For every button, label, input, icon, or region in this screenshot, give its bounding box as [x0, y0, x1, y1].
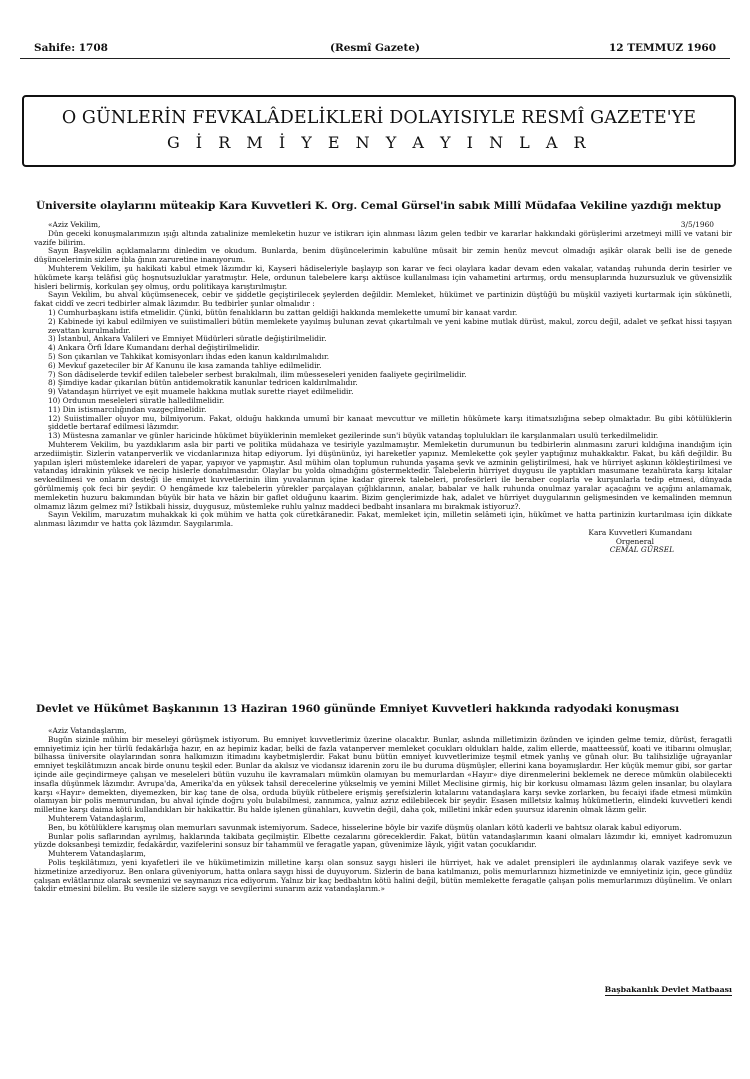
gazette-name: (Resmî Gazete): [330, 42, 420, 54]
banner-title: O GÜNLERİN FEVKALÂDELİKLERİ DOLAYISIYLE RESMÎ GAZETE'YE: [61, 108, 697, 128]
letter-heading: Üniversite olaylarını müteakip Kara Kuvvetleri K. Org. Cemal Gürsel'in sabık Millî Müdafaa Vekiline yazdığı mektup: [36, 200, 722, 212]
list-item: 5) Son çıkarılan ve Tahkikat komisyonları ihdas eden kanun kaldırılmalıdır.: [48, 351, 330, 361]
issue-date: 12 TEMMUZ 1960: [608, 42, 716, 54]
letter-paragraph: Sayın Vekilim, maruzatım muhakkak ki çok mühim ve hatta çok cüretkâranedir. Fakat, memleket için, milletin selâmeti için, hükûmet ve hatta partinizin kurtarılması için dikkate alınması lâzımdır ve hatta çok lâzımdır. Saygılarımla.: [34, 510, 732, 529]
signature-name: CEMAL GÜRSEL: [609, 545, 674, 555]
list-item: 10) Ordunun meseleleri süratle halledilmelidir.: [48, 395, 225, 405]
speech-paragraph: Ben, bu kötülüklere karışmış olan memurları savunmak istemiyorum. Sadece, hisselerine böyle bir vazife düşmüş olanları kötü kaderli ve bahtsız olarak kabul ediyorum.: [48, 822, 682, 832]
list-item: 3) İstanbul, Ankara Valileri ve Emniyet Müdürleri süratle değiştirilmelidir.: [48, 334, 327, 344]
letter-paragraph: Dün geceki konuşmalarımızın ışığı altında zatıalinize memleketin huzur ve istikrarı için alınması lâzım gelen tedbir ve kararlar hakkındaki görüşlerimi arzetmeyi millî ve vatani bir vazife bilirim.: [34, 228, 732, 247]
list-item: 11) Din istismarcılığından vazgeçilmelidir.: [48, 404, 207, 414]
signature-title: Kara Kuvvetleri Kumandanı: [588, 527, 692, 537]
list-item: 1) Cumhurbaşkanı istifa etmelidir. Çünki, bütün fenalıkların bu zattan geldiği hakkında memlekette umumî bir kanaat vardır.: [48, 307, 518, 317]
signature-rank: Orgeneral: [615, 536, 654, 546]
header-rule: [20, 58, 730, 59]
speech-paragraph: Muhterem Vatandaşlarım,: [48, 813, 146, 823]
list-item: 2) Kabinede iyi kabul edilmiyen ve suiistimalleri bütün memlekete yayılmış bulunan zevat çıkartılmalı ve yeni kabine mutlak dürüst, makul, zorcu değil, adalet ve şefkat hissi taşıyan zevattan kurulmalıdır.: [48, 316, 732, 335]
list-item: 8) Şimdiye kadar çıkarılan bütün antidemokratik kanunlar tedricen kaldırılmalıdır.: [48, 378, 358, 388]
speech-body: [34, 727, 732, 894]
list-item: 12) Suiistimaller oluyor mu, bilmiyorum. Fakat, olduğu hakkında umumî bir kanaat mevcuttur ve milletin hükûmete karşı itimatsızlığına sebep olmaktadır. Bu gibi kötülüklerin şiddetle bertaraf edilmesi lâzımdır.: [48, 413, 732, 432]
letter-paragraph: Muhterem Vekilim, şu hakikati kabul etmek lâzımdır ki, Kayseri hâdiseleriyle başlayıp son karar ve feci olaylara kadar devam eden vakalar, vatandaş ruhunda derin tesirler ve hükümete karşı telâfisi güç hoşnutsuzluklar yaratmıştır. Hele, ordunun talebelere karşı aktüsce kullanılması için vahametini artırmış, ordu mensuplarında huzursuzluk ve güvensizlik hisleri belirmiş, korkulan şey olmuş, ordu politikaya karıştırılmıştır.: [34, 263, 732, 291]
speech-heading: Devlet ve Hükûmet Başkanının 13 Haziran 1960 gününde Emniyet Kuvvetleri hakkında radyodaki konuşması: [36, 703, 680, 715]
speech-greeting: «Aziz Vatandaşlarım,: [48, 726, 127, 735]
signature-block: [34, 529, 732, 555]
page-number: Sahife: 1708: [34, 42, 108, 54]
list-item: 6) Mevkuf gazeteciler bir Af Kanunu ile kısa zamanda tahliye edilmelidir.: [48, 360, 322, 370]
list-item: 4) Ankara Örfi İdare Kumandanı derhal değiştirilmelidir.: [48, 343, 260, 353]
letter-body: [34, 221, 732, 555]
speech-paragraph: Bugün sizinle mühim bir meseleyi görüşmek istiyorum. Bu emniyet kuvvetlerimiz üzerine olacaktır. Bunlar, aslında milletimizin özünden ve içinden gelme temiz, dürüst, feragatli emniyetimiz için her türlü fedakârlığa hazır, en az hepimiz kadar, belki de fazla vatanperver memleket çocukları oldukları halde, zalim ellerde, maatteessüf, koati ve itibarını olmuşlar, bilhassa üniversite olaylarından sonra halkımızın itimadını kaybetmişlerdir. Fakat bunu bütün emniyet kuvvetlerimize teşmil etmek yanlış ve günah olur. Bu talihsizliğe uğrayanlar emniyet teşkilâtımızın ancak birde onunu teşkil eder. Bunlar da akılsız ve vicdansız idarenin zoru ile bu duruma düşmüşler, ellerini kana boyamışlardır. Her küçük memur gibi, sor gartar içinde aile geçindirmeye çalışan ve meseleleri bütün vuzuhu ile kavramaları mümkün olamıyan bu memurlardan «Hayır» diye direnmelerini beklemek ne derece mümkün olabilecekti insafla düşünmek lâzımdır. Avrupa'da, Amerika'da en yüksek tahsil derecelerine yükselmiş ve yemini Millet Meclisine girmiş, hiç bir korkusu olmaması lâzım gelen insanlar, bu olaylara karşı «Hayır» demekten, diyemezken, bir kaç tane de olsa, orduda büyük rütbelere erişmiş şerefsizlerin kıtalarını vatandaşlara karşı sevke zorlarken, bu fecaiyi ifade etmesi mümkün olamıyan bir polis memurundan, bu ahval içinde doğru yolu bulabilmesi, zannımca, yalnız azrız edilebilecek bir şeydir. Esasen milletsiz kalmış hükümetlerin, elindeki kuvvetleri kendi milletine karşı daima kötü kullandıkları bir hakikattir. Bu halde işlenen günahları, kuvvetin değil, daha çok, milletini inkâr eden şuursuz idarenin olmak lâzım gelir.: [34, 734, 732, 815]
letter-paragraph: Sayın Vekilim, bu ahval küçümsenecek, cebir ve şiddetle geçiştirilecek şeylerden değildir. Memleket, hükümet ve partinizin düştüğü bu müşkül vaziyeti kurtarmak için sükûnetli, fakat ciddî ve zecri tedbirler almak lâzımdır. Bu tedbirler şunlar olmalıdır :: [34, 290, 732, 309]
title-banner: [22, 95, 736, 167]
printer-imprint: Başbakanlık Devlet Matbaası: [604, 985, 732, 994]
page-header: [34, 42, 716, 58]
list-item: 9) Vatandaşın hürriyet ve eşit muamele hakkına mutlak surette riayet edilmelidir.: [48, 387, 354, 397]
letter-date: 3/5/1960: [680, 220, 714, 229]
speech-paragraph: Bunlar polis saflarından ayrılmış, haklarında takibata geçilmiştir. Elbette cezalarını göreceklerdir. Fakat, bütün vatandaşlarımın kaani olmaları lâzımdır ki, emniyet kadromuzun yüzde doksanbeşi temizdir, fedakârdır, vazifelerini sonsuz bir tahammül ve feragatle yapan, güvenimize lâyık, yiğit vatan çocuklarıdır.: [34, 831, 732, 850]
list-item: 13) Müstesna zamanlar ve günler haricinde hükümet büyüklerinin memleket gezilerinde sun'i büyük vatandaş toplulukları ile karşılanmaları usulü terkedilmelidir.: [48, 431, 659, 441]
speech-paragraph: Muhterem Vatandaşlarım,: [48, 849, 146, 859]
speech-paragraph: Polis teşkilâtımızı, yeni kıyafetleri ile ve hükümetimizin milletine karşı olan sonsuz saygı hisleri ile hürriyet, hak ve adalet prensipleri ile aydınlanmış olarak vazifeye sevk ve hizmetinize arzediyoruz. Ben onlara güveniyorum, hatta onlara saygı hissi de duyuyorum. Sizlerin de bana katılmanızı, polis memurlarınızı hizmetinizde ve emniyetiniz için, gece gündüz çalışan evlâtlarınız olarak sevmenizi ve saymanızı rica ediyorum. Yalnız bir kaç bedbahtın kötü halini değil, bütün memlekette feragatle çalışan polis memurlarımızı düşünelim. Ve onları takdir etmesini bilelim. Bu vesile ile sizlere saygı ve sevgilerimi sunarım aziz vatandaşlarım.»: [34, 857, 732, 894]
letter-paragraph: Muhterem Vekilim, bu yazdıklarım asla bir parti ve politika müdahaza ve tesiriyle yazılmamıştır. Memleketin durumunun bu tedbirlerin alınmasını zaruri kıldığına inandığım için arzediimiştir. Sizlerin vatanperverlik ve vicdanlarınıza hitap ediyorum. İyi düşününüz, iyi hareketler yapınız. Memlekette çok şeyler yaptığınız muhakkaktır. Fakat, bu kâfi değildir. Bu yapılan işleri müstemleke idareleri de yapar, yapıyor ve yapmıştır. Asıl mühim olan toplumun ruhunda yaşama şevk ve azminin geliştirilmesi, hak ve hürriyet aşkının kökleştirilmesi ve vatandaş idrakinin yüksek ve necip hislerle donatılmasıdır. Olaylar bu yolda olmadığını göstermektedir. Talebelerin hürriyet duygusu ile yaptıkları masumane tezahürata karşı kitalar sevkedilmesi ve onların desteği ile emniyet kuvvetlerinin ilim yuvalarının içine kadar girerek talebeleri, profesörleri ile beraber coplarla ve kurşunlarla tedip etmesi, dünyada görülmemiş çok feci bir şeydir. O hengâmede kız talebelerin yürekler parçalayan çığlıklarının, analar, babalar ve halk ruhunda onulmaz yaralar açacağını ve açığını anlamamak, memleketin huzuru bakımından büyük bir hata ve hâzin bir gaflet olduğunu kaarim. Bizim gençlerimizde hak, adalet ve hürriyet duygularının gelişmesinden ve kemalinden memnun olmamız lâzım gelmez mi? İstikbali hissiz, duygusuz, müstemleke ruhlu yalnız maddeci bedbaht insanlara mı bırakmak istiyoruz?.: [34, 439, 732, 511]
letter-greeting: «Aziz Vekilim,: [48, 220, 101, 229]
banner-subtitle: G İ R M İ Y E N Y A Y I N L A R: [166, 133, 592, 152]
list-item: 7) Son dâdiselerde tevkif edilen talebeler serbest bırakılmalı, ilim müesseseleri yeniden faaliyete geçirilmelidir.: [48, 369, 467, 379]
letter-paragraph: Sayın Başvekilin açıklamalarını dinledim ve okudum. Bunlarda, benim düşüncelerimin kabulüne müsait bir zemin henüz mevcut olmadığı aşikâr olarak belli ise de genede düşüncelerimin sizlere ibla ğının zaruretine inanıyorum.: [34, 246, 732, 265]
